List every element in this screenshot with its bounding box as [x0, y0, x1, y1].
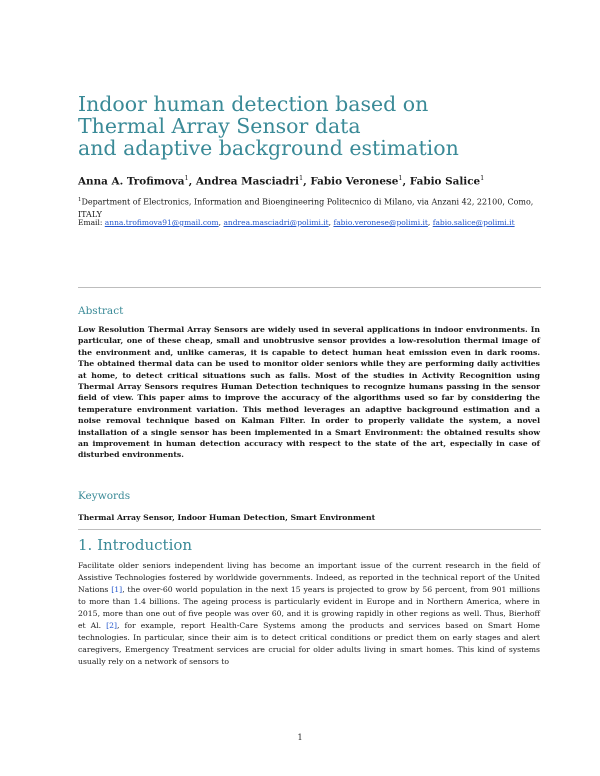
- author-name: Fabio Salice: [409, 175, 481, 188]
- abstract-bottom-divider: [78, 529, 541, 530]
- intro-text-part: Facilitate older seniors independent living has become an important issue of the current research in the field of Assistive Technologies fostered by worldwide governments. Indeed, as reported in the technical report of the United Nations: [78, 561, 540, 594]
- author-affiliation-mark: 1: [480, 174, 485, 182]
- introduction-paragraph: [78, 560, 540, 668]
- abstract-heading: Abstract: [78, 305, 124, 317]
- intro-text-part: , the over-60 world population in the next 15 years is projected to grow by 56 percent, from 901 millions to more than 1.4 billions. The ageing process is particularly evident in Europe and in Northern America, where in 2015, more than one out of five people was over 60, and it is growing rapidly in other regions as well. Thus, Bierhoff et Al.: [78, 585, 540, 630]
- affiliation-text: Department of Electronics, Information and Bioengineering Politecnico di Milano, via Anzani 42, 22100, Como, ITALY: [78, 197, 534, 219]
- author-affiliation-mark: 1: [184, 174, 189, 182]
- intro-text-part: , for example, report Health-Care Systems among the products and services based on Smart Home technologies. In particular, since their aim is to detect critical conditions or predict them on early stages and alert caregivers, Emergency Treatment services are crucial for older adults living in smart homes. This kind of systems usually rely on a network of sensors to: [78, 621, 540, 666]
- citation-link[interactable]: [2]: [106, 621, 118, 630]
- page-number: 1: [297, 733, 303, 742]
- paper-title: [78, 93, 548, 159]
- email-label: Email:: [78, 218, 103, 227]
- affiliation: [78, 194, 548, 221]
- email-link[interactable]: fabio.veronese@polimi.it: [333, 218, 428, 227]
- author-name: Anna A. Trofimova: [78, 175, 185, 188]
- author-name: Fabio Veronese: [310, 175, 399, 188]
- author-name: Andrea Masciadri: [195, 175, 299, 188]
- title-line-2: Thermal Array Sensor data: [78, 114, 361, 138]
- keywords-text: Thermal Array Sensor, Indoor Human Detection, Smart Environment: [78, 513, 376, 522]
- email-link[interactable]: andrea.masciadri@polimi.it: [223, 218, 329, 227]
- author-affiliation-mark: 1: [298, 174, 304, 182]
- section-heading-introduction: 1. Introduction: [78, 536, 193, 554]
- abstract-top-divider: [78, 287, 541, 288]
- title-line-3: and adaptive background estimation: [78, 136, 459, 160]
- email-line: Email: anna.trofimova91@gmail.com, andrea.masciadri@polimi.it, fabio.veronese@polimi.it, fabio.salice@polimi.it: [78, 218, 515, 227]
- citation-link[interactable]: [1]: [111, 585, 123, 594]
- affiliation-mark: 1: [78, 197, 82, 203]
- email-link[interactable]: anna.trofimova91@gmail.com: [104, 218, 219, 227]
- author-affiliation-mark: 1: [398, 174, 403, 182]
- title-line-1: Indoor human detection based on: [78, 92, 429, 116]
- abstract-text: Low Resolution Thermal Array Sensors are widely used in several applications in indoor environments. In particular, one of these cheap, small and unobtrusive sensor provides a low-resolution thermal image of the environment and, unlike cameras, it is capable to detect human heat emission even in dark rooms. The obtained thermal data can be used to monitor older seniors while they are performing daily activities at home, to detect critical situations such as falls. Most of the studies in Activity Recognition using Thermal Array Sensors requires Human Detection techniques to recognize humans passing in the sensor field of view. This paper aims to improve the accuracy of the algorithms used so far by considering the temperature environment variation. This method leverages an adaptive background estimation and a noise removal technique based on Kalman Filter. In order to properly validate the system, a novel installation of a single sensor has been implemented in a Smart Environment: the obtained results show an improvement in human detection accuracy with respect to the state of the art, especially in case of disturbed environments.: [78, 325, 540, 460]
- author-list: Anna A. Trofimova$^1$, Andrea Masciadri$^1$, Fabio Veronese$^1$, Fabio Salice$^1$: [78, 174, 485, 188]
- keywords-heading: Keywords: [78, 490, 131, 502]
- email-link[interactable]: fabio.salice@polimi.it: [432, 218, 515, 227]
